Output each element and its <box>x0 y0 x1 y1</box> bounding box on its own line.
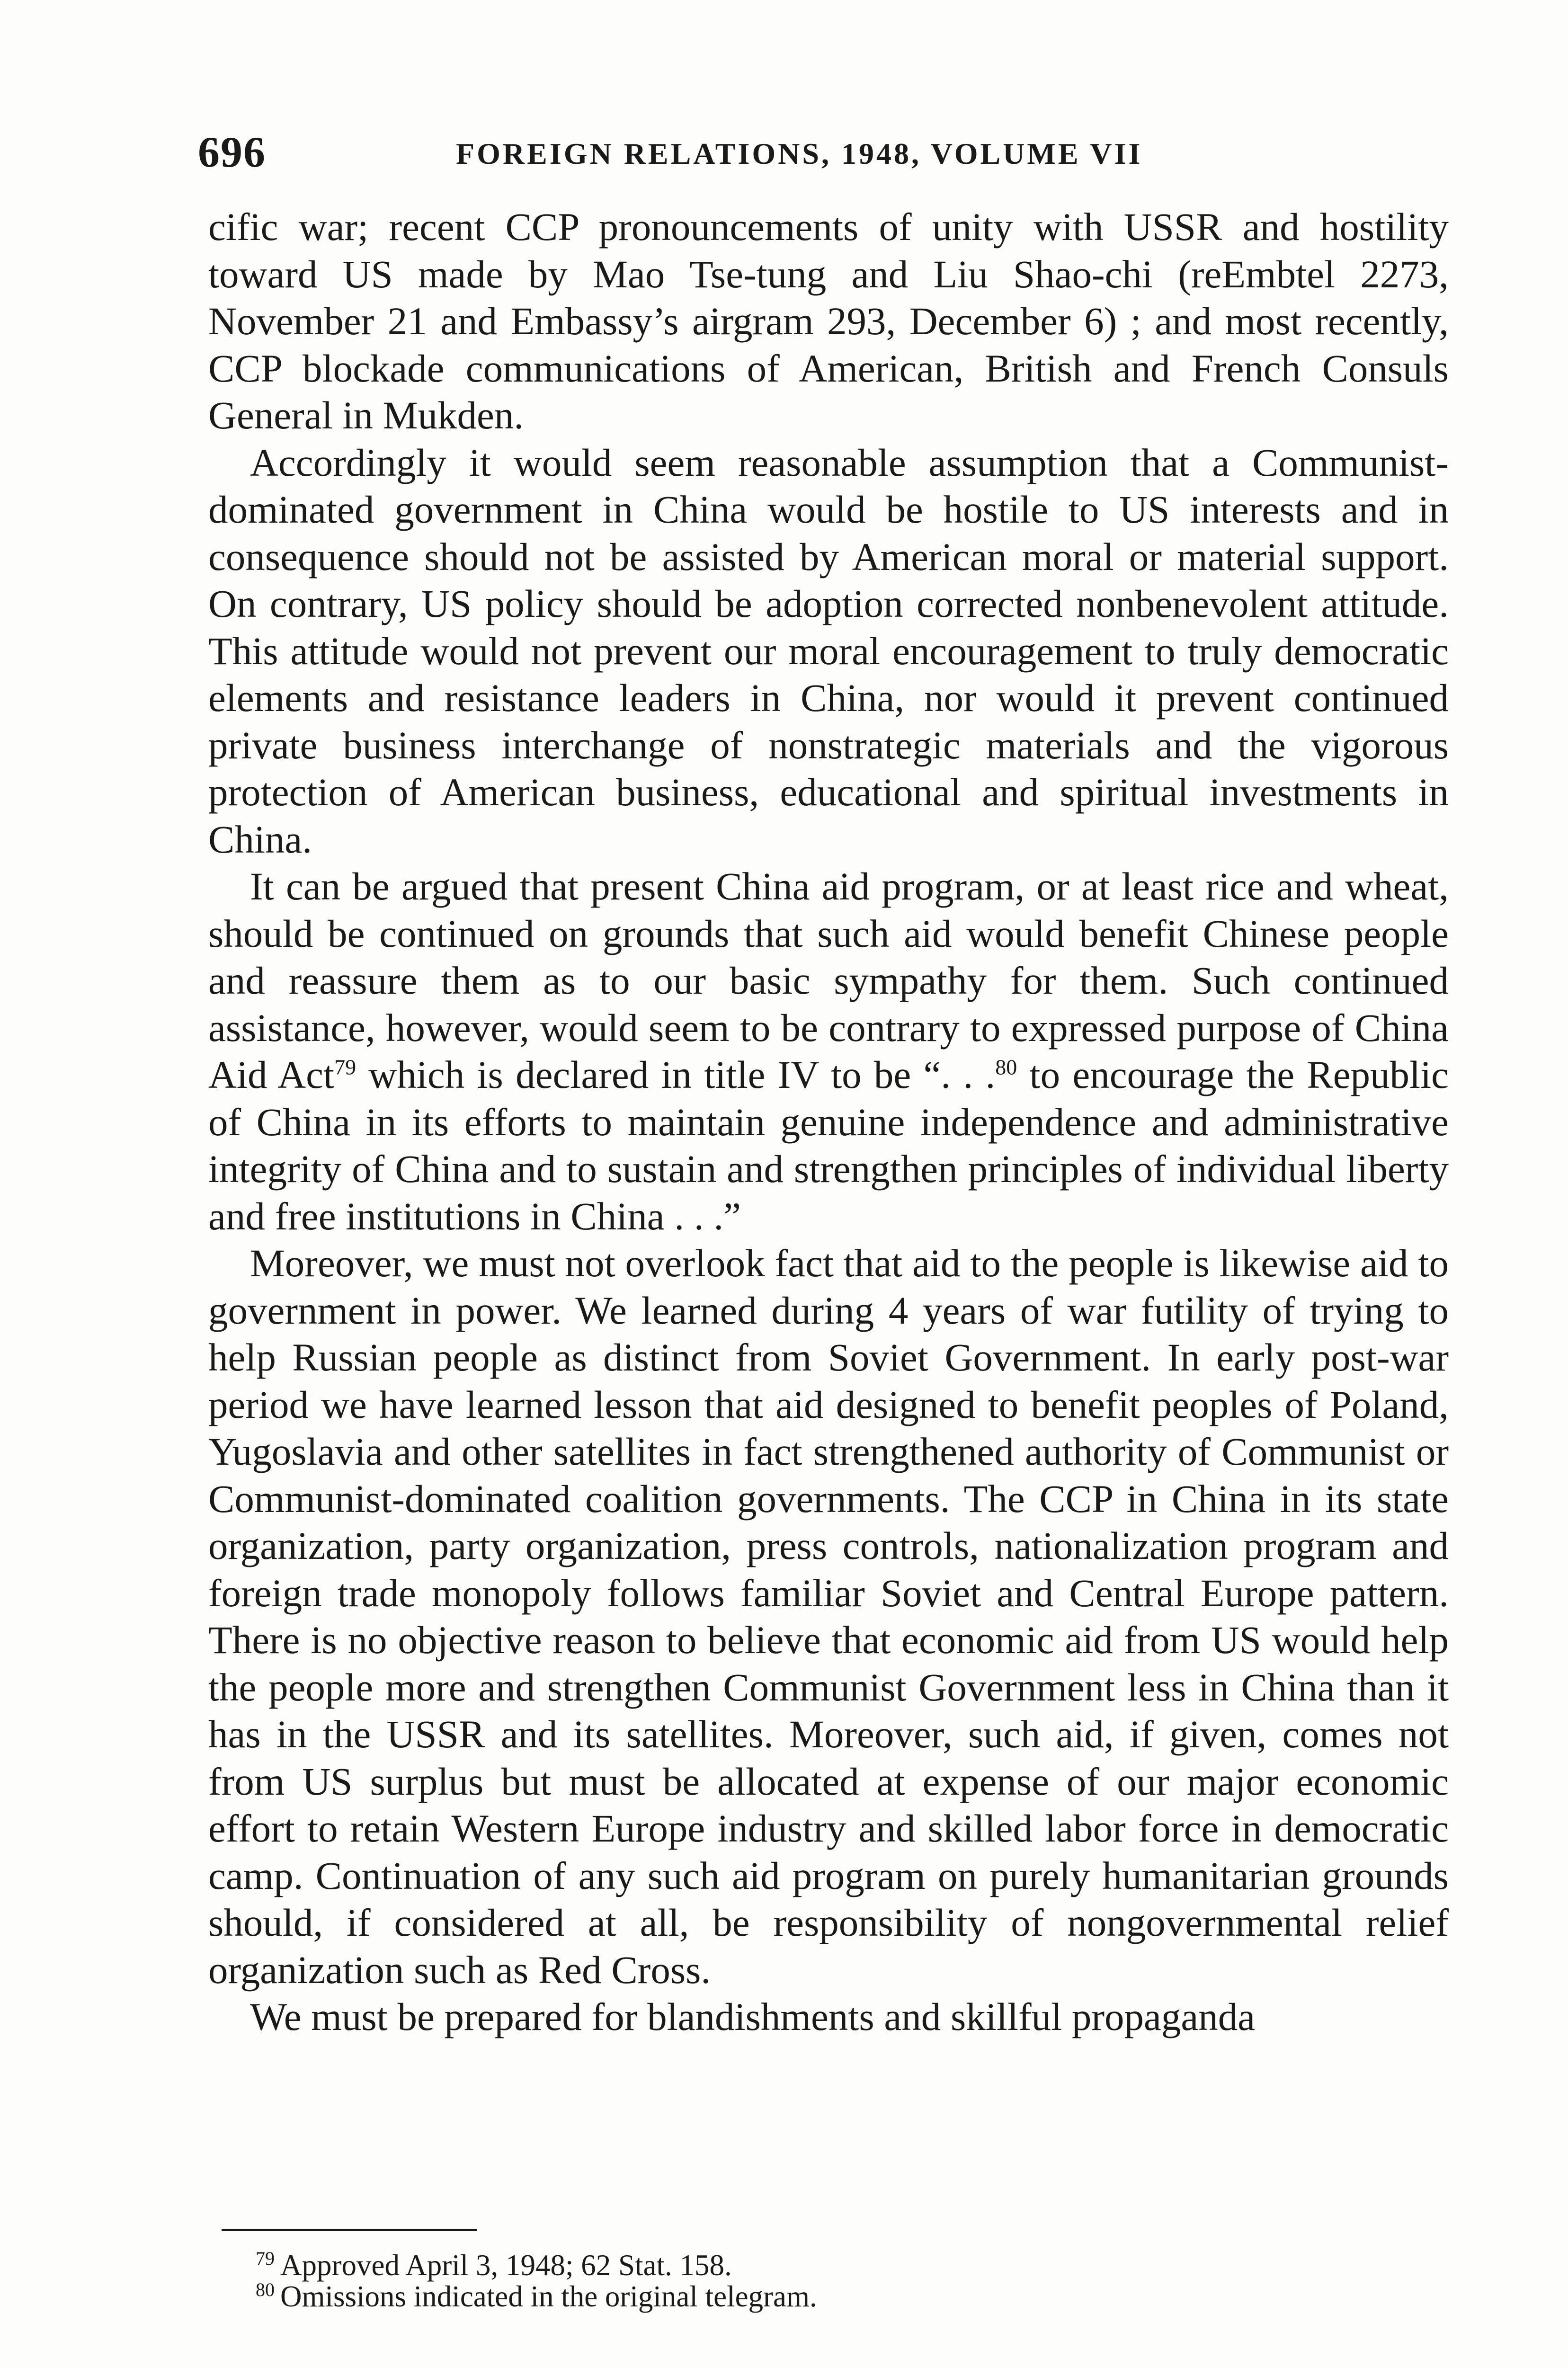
running-title: FOREIGN RELATIONS, 1948, VOLUME VII <box>456 137 1143 170</box>
body-text <box>208 204 1449 2041</box>
footnote-text: Approved April 3, 1948; 62 Stat. 158. <box>280 2249 732 2282</box>
paragraph-3-text-b: which is declared in title IV to be “. . . <box>356 1053 996 1096</box>
footnote-80 <box>256 2281 1439 2312</box>
footnote-text: Omissions indicated in the original telegram. <box>280 2280 817 2313</box>
paragraph-3 <box>208 863 1449 1240</box>
footnote-ref-80: 80 <box>995 1055 1017 1079</box>
page-number: 696 <box>198 128 266 176</box>
footnote-number: 79 <box>256 2248 275 2269</box>
footnote-divider <box>222 2229 477 2231</box>
paragraph-4: Moreover, we must not overlook fact that aid to the people is likewise aid to government in power. We learned during 4 years of war futility of trying to help Russian people as distinct from Soviet Government. In early post-war period we have learned lesson that aid designed to benefit peoples of Poland, Yugoslavia and other satellites in fact strengthened authority of Communist or Communist-dominated coalition governments. The CCP in China in its state organization, party organization, press controls, nationalization program and foreign trade monopoly follows familiar Soviet and Central Europe pattern. There is no objective reason to believe that economic aid from US would help the people more and strengthen Communist Government less in China than it has in the USSR and its satellites. Moreover, such aid, if given, comes not from US surplus but must be allocated at expense of our major economic effort to retain Western Europe industry and skilled labor force in democratic camp. Continuation of any such aid program on purely humanitarian grounds should, if considered at all, be responsibility of nongovernmental relief organization such as Red Cross. <box>208 1241 1449 1992</box>
running-header <box>198 127 1486 179</box>
footnote-ref-79: 79 <box>334 1055 356 1079</box>
paragraph-3-text-c: to encourage the Republic of China in its efforts to maintain genuine independence and administrative integrity of China and to sustain and strengthen principles of individual liberty and free institutions in China . . .” <box>208 1053 1449 1238</box>
footnote-number: 80 <box>256 2279 275 2300</box>
footnote-79 <box>256 2250 1439 2281</box>
paragraph-5: We must be prepared for blandishments and skillful propaganda <box>250 1995 1256 2038</box>
paragraph-1: cific war; recent CCP pronouncements of unity with USSR and hostility toward US made by Mao Tse-tung and Liu Shao-chi (reEmbtel 2273, November 21 and Embassy’s airgram 293, December 6) ; and most recently, CCP blockade communications of American, British and French Consuls General in Mukden. <box>208 205 1449 437</box>
footnotes <box>256 2250 1439 2312</box>
paragraph-2: Accordingly it would seem reasonable assumption that a Communist-dominated government in China would be hostile to US interests and in consequence should not be assisted by American moral or material support. On contrary, US policy should be adoption corrected nonbenevolent attitude. This attitude would not prevent our moral encouragement to truly democratic elements and resistance leaders in China, nor would it prevent continued private business interchange of nonstrategic materials and the vigorous protection of American business, educational and spiritual investments in China. <box>208 440 1449 861</box>
paragraph-3-text-a: It can be argued that present China aid program, or at least rice and wheat, should be continued on grounds that such aid would benefit Chinese people and reassure them as to our basic sympathy for them. Such continued assistance, however, would seem to be contrary to expressed purpose of China Aid Act <box>208 864 1449 1096</box>
